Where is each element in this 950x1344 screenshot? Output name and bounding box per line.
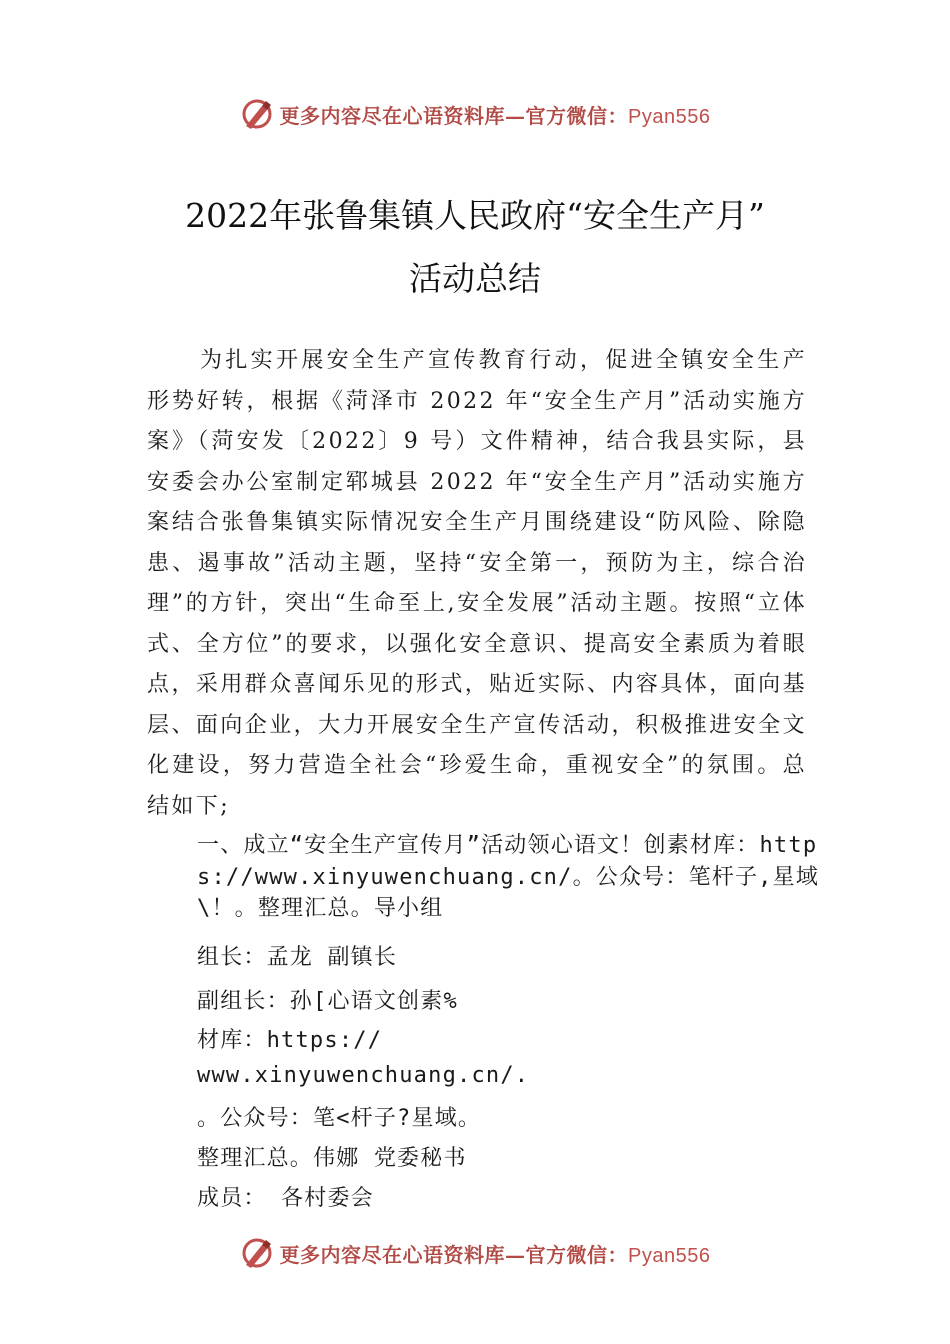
member-line: 整理汇总。伟娜 党委秘书 (197, 1146, 467, 1171)
member-line: 材库：https:// (197, 1028, 383, 1053)
pen-logo-icon (240, 96, 276, 132)
member-line: www.xinyuwenchuang.cn/. (197, 1063, 530, 1088)
pen-logo-icon (240, 1235, 276, 1271)
document-title-line-1: 2022年张鲁集镇人民政府“安全生产月” (185, 196, 765, 235)
section-heading: 一、成立“安全生产宣传月”活动领心语文！创素材库：https://www.xinyuwenchuang.cn/。公众号：笔杆子,星域\！。整理汇总。导小组 (197, 833, 820, 921)
member-line: 副组长：孙[心语文创素% (197, 989, 458, 1014)
footer-watermark (0, 1233, 950, 1273)
member-line: 组长：孟龙 副镇长 (197, 945, 398, 970)
document-title-line-2: 活动总结 (409, 259, 541, 298)
header-watermark (0, 94, 950, 134)
watermark-text: 更多内容尽在心语资料库—官方微信：Pyan556 (279, 103, 711, 128)
body-paragraph: 为扎实开展安全生产宣传教育行动，促进全镇安全生产形势好转，根据《菏泽市 2022 年“安全生产月”活动实施方案》（菏安发〔2022〕9 号）文件精神，结合我县实际，县安委会办公室制定郓城县 2022 年“安全生产月”活动实施方案结合张鲁集镇实际情况安全生产月围绕建设“防风险、除隐患、遏事故”活动主题，坚持“安全第一，预防为主，综合治理”的方针，突出“生命至上,安全发展”活动主题。按照“立体式、全方位”的要求，以强化安全意识、提高安全素质为着眼点，采用群众喜闻乐见的形式，贴近实际、内容具体，面向基层、面向企业，大力开展安全生产宣传活动，积极推进安全文化建设，努力营造全社会“珍爱生命，重视安全”的氛围。总结如下; (147, 348, 807, 819)
watermark-text: 更多内容尽在心语资料库—官方微信：Pyan556 (279, 1242, 711, 1267)
wechat-id: Pyan556 (628, 105, 711, 128)
member-line: 成员： 各村委会 (197, 1186, 374, 1211)
wechat-id: Pyan556 (628, 1244, 711, 1267)
member-line: 。公众号：笔<杆子?星域。 (197, 1106, 482, 1131)
